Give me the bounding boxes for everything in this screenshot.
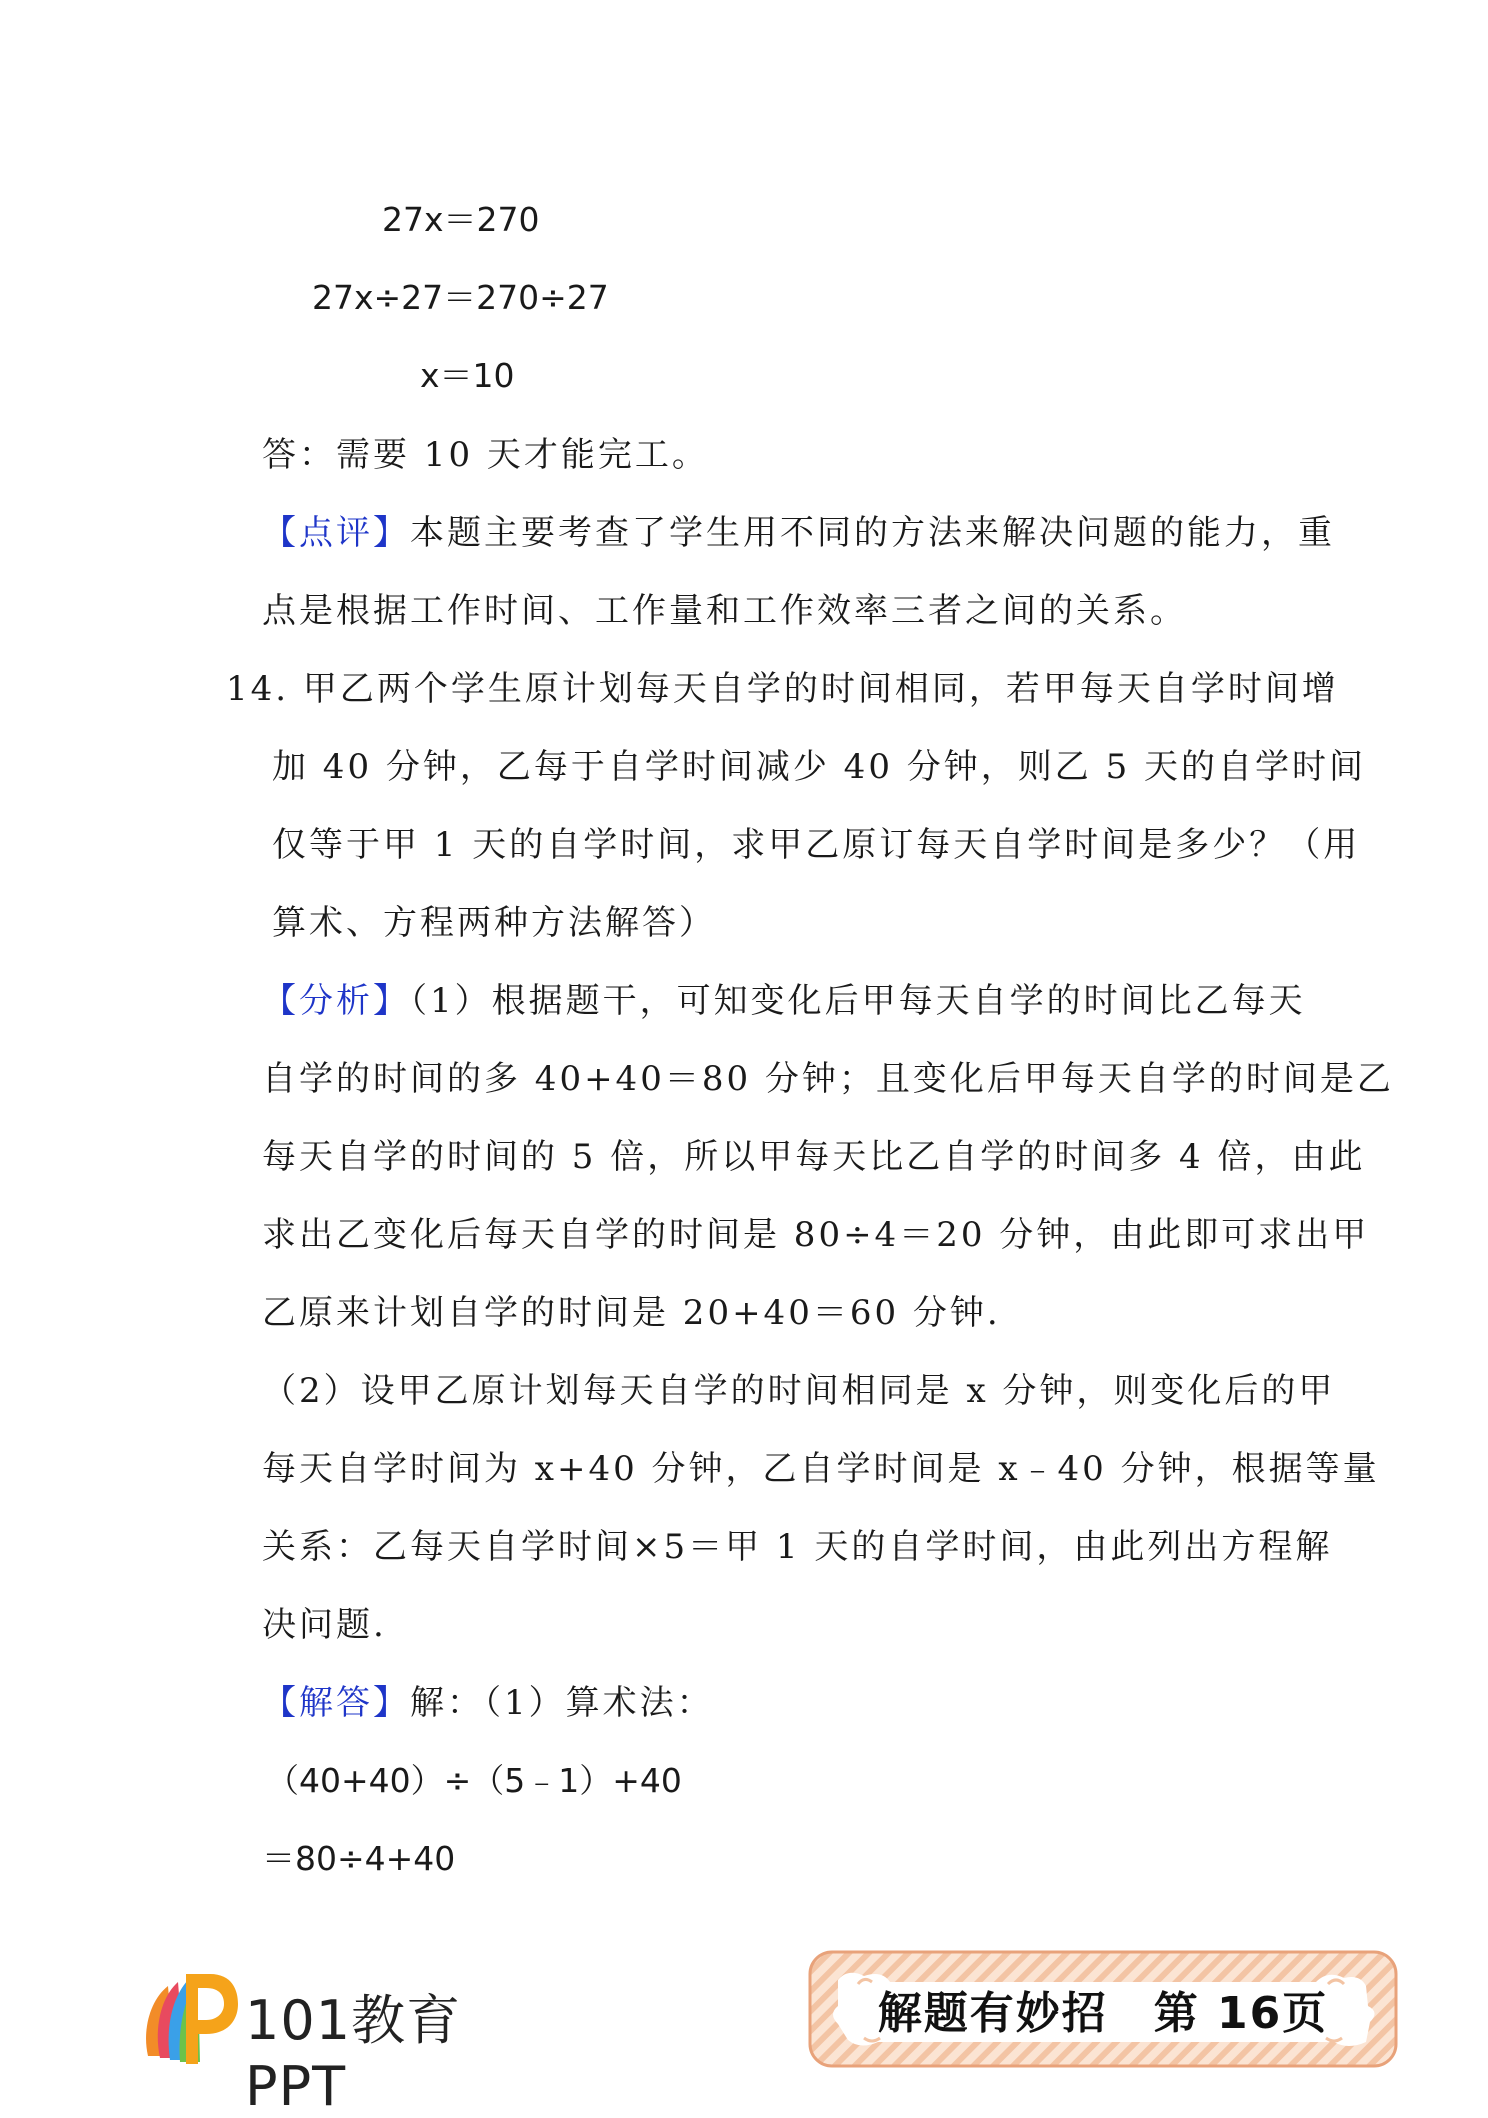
logo [140,1960,520,2118]
solution-paragraph [262,1681,714,1725]
analysis-line-2: 自学的时间的多 40+40＝80 分钟；且变化后甲每天自学的时间是乙 [262,1059,1394,1099]
analysis-line-8: 关系：乙每天自学时间×5＝甲 1 天的自学时间，由此列出方程解 [262,1527,1333,1567]
review-tag: 【点评】 [262,513,410,553]
review-paragraph [262,511,1335,555]
analysis-line-3: 每天自学的时间的 5 倍，所以甲每天比乙自学的时间多 4 倍，由此 [262,1137,1366,1177]
logo-icon [140,1960,240,2070]
analysis-line-1: （1）根据题干，可知变化后甲每天自学的时间比乙每天 [410,981,1306,1021]
analysis-tag: 【分析】 [262,981,410,1021]
analysis-line-9: 决问题. [262,1605,387,1645]
answer-text: 答：需要 10 天才能完工。 [262,435,709,475]
solution-calc-2: ＝80÷4+40 [262,1839,456,1878]
analysis-line-4: 求出乙变化后每天自学的时间是 80÷4＝20 分钟，由此即可求出甲 [262,1215,1370,1255]
review-line-2: 点是根据工作时间、工作量和工作效率三者之间的关系。 [262,591,1187,631]
equation-3: x＝10 [420,356,515,395]
question-14-line-4: 算术、方程两种方法解答） [272,903,716,943]
page-badge [808,1950,1398,2068]
logo-text: 101教育PPT [245,1989,462,2118]
review-line-1: 本题主要考查了学生用不同的方法来解决问题的能力，重 [410,513,1335,553]
analysis-paragraph [262,979,1306,1023]
question-14-line-3: 仅等于甲 1 天的自学时间，求甲乙原订每天自学时间是多少？（用 [272,825,1361,865]
question-14-line-2: 加 40 分钟，乙每于自学时间减少 40 分钟，则乙 5 天的自学时间 [272,747,1367,787]
analysis-line-5: 乙原来计划自学的时间是 20+40＝60 分钟. [262,1293,1001,1333]
solution-calc-1: （40+40）÷（5﹣1）+40 [266,1761,682,1800]
question-14-line-1: 14. 甲乙两个学生原计划每天自学的时间相同，若甲每天自学时间增 [226,669,1339,709]
analysis-line-7: 每天自学时间为 x+40 分钟，乙自学时间是 x﹣40 分钟，根据等量 [262,1449,1380,1489]
analysis-line-6: （2）设甲乙原计划每天自学的时间相同是 x 分钟，则变化后的甲 [262,1371,1336,1411]
solution-line-1: 解：（1）算术法： [410,1683,714,1723]
equation-2: 27x÷27＝270÷27 [312,278,609,317]
solution-tag: 【解答】 [262,1683,410,1723]
page-number-label: 解题有妙招 第 16页 [877,1988,1329,2039]
equation-1: 27x＝270 [382,200,540,239]
